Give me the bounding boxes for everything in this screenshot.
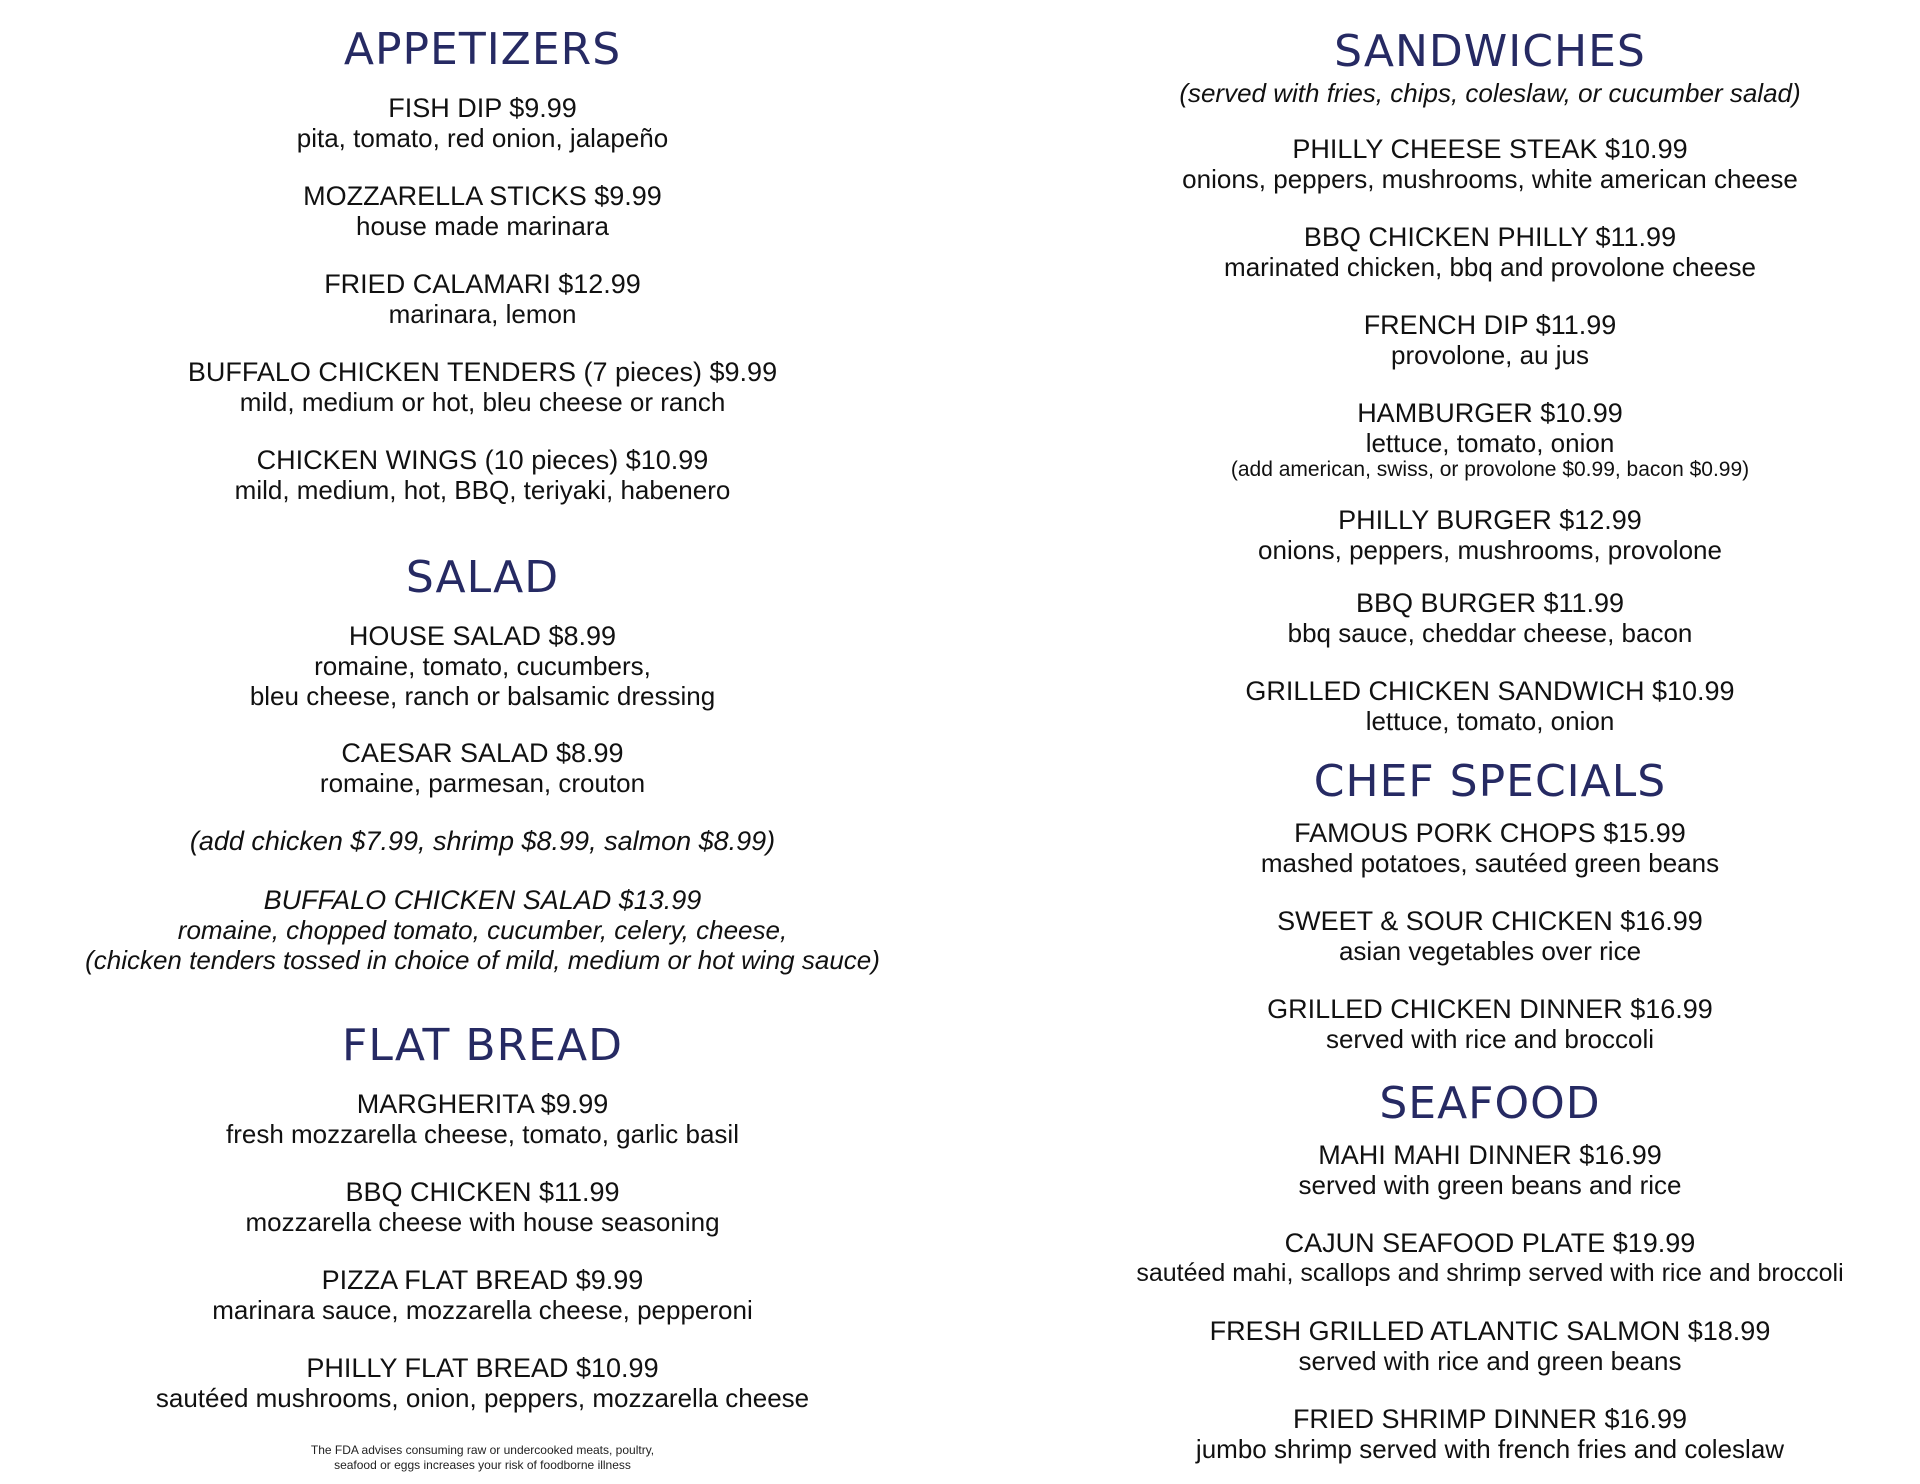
- chef-specials-title: CHEF SPECIALS: [1313, 756, 1667, 807]
- menu-item: [20, 445, 945, 505]
- menu-item: [1060, 134, 1920, 194]
- menu-item: [1060, 676, 1920, 736]
- menu-item: [1060, 398, 1920, 482]
- item-name: BUFFALO CHICKEN TENDERS (7 pieces) $9.99: [187, 357, 778, 387]
- menu-item: [1060, 505, 1920, 565]
- item-name: GRILLED CHICKEN DINNER $16.99: [1267, 994, 1713, 1024]
- salad-addon-note: (add chicken $7.99, shrimp $8.99, salmon $8.99): [189, 826, 776, 856]
- fda-line-1: The FDA advises consuming raw or undercooked meats, poultry,: [310, 1443, 655, 1457]
- menu-item: [20, 93, 945, 153]
- item-name: PHILLY FLAT BREAD $10.99: [306, 1353, 659, 1383]
- menu-item: [20, 738, 945, 798]
- right-column: [1060, 0, 1920, 1484]
- menu-item: [1060, 588, 1920, 648]
- item-description-line2: (chicken tenders tossed in choice of mild, medium or hot wing sauce): [85, 945, 880, 975]
- menu-item: [1060, 222, 1920, 282]
- item-name: PIZZA FLAT BREAD $9.99: [321, 1265, 644, 1295]
- item-name: PHILLY BURGER $12.99: [1338, 505, 1642, 535]
- item-name: FRENCH DIP $11.99: [1363, 310, 1617, 340]
- item-description: mild, medium, hot, BBQ, teriyaki, habenero: [234, 475, 731, 505]
- item-name: CAJUN SEAFOOD PLATE $19.99: [1284, 1228, 1696, 1258]
- menu-item: [20, 1353, 945, 1413]
- item-name: HOUSE SALAD $8.99: [348, 621, 617, 651]
- item-description: lettuce, tomato, onion: [1365, 428, 1615, 458]
- item-description: house made marinara: [356, 211, 609, 241]
- sandwiches-title: SANDWICHES: [1334, 26, 1646, 77]
- flatbread-title: FLAT BREAD: [342, 1020, 623, 1071]
- fda-advisory: [20, 1443, 945, 1473]
- item-description: romaine, tomato, cucumbers,: [314, 651, 651, 681]
- item-description: romaine, parmesan, crouton: [319, 768, 646, 798]
- item-name: MOZZARELLA STICKS $9.99: [303, 181, 662, 211]
- item-name: BBQ CHICKEN PHILLY $11.99: [1303, 222, 1677, 252]
- menu-item: [20, 1089, 945, 1149]
- appetizers-title: APPETIZERS: [343, 24, 622, 75]
- menu-item: [1060, 1316, 1920, 1376]
- menu-item: [20, 885, 945, 975]
- item-name: CHICKEN WINGS (10 pieces) $10.99: [256, 445, 709, 475]
- sandwiches-subtitle: (served with fries, chips, coleslaw, or cucumber salad): [1179, 78, 1801, 108]
- item-description-line2: bleu cheese, ranch or balsamic dressing: [249, 681, 716, 711]
- item-description: lettuce, tomato, onion: [1365, 706, 1615, 736]
- item-name: PHILLY CHEESE STEAK $10.99: [1292, 134, 1688, 164]
- item-name: MAHI MAHI DINNER $16.99: [1318, 1140, 1662, 1170]
- item-description: mashed potatoes, sautéed green beans: [1260, 848, 1720, 878]
- item-name: FISH DIP $9.99: [388, 93, 577, 123]
- item-name: BBQ CHICKEN $11.99: [345, 1177, 620, 1207]
- item-description: sautéed mahi, scallops and shrimp served with rice and broccoli: [1136, 1259, 1844, 1287]
- item-description: romaine, chopped tomato, cucumber, celery, cheese,: [177, 915, 788, 945]
- item-name: CAESAR SALAD $8.99: [341, 738, 624, 768]
- item-name: FRIED CALAMARI $12.99: [324, 269, 641, 299]
- menu-item: [20, 269, 945, 329]
- item-name: MARGHERITA $9.99: [356, 1089, 609, 1119]
- menu-item: [1060, 1404, 1920, 1464]
- item-name: FRESH GRILLED ATLANTIC SALMON $18.99: [1209, 1316, 1771, 1346]
- item-description: asian vegetables over rice: [1338, 936, 1642, 966]
- item-description: served with rice and green beans: [1298, 1346, 1682, 1376]
- item-name: BBQ BURGER $11.99: [1355, 588, 1625, 618]
- seafood-title: SEAFOOD: [1379, 1078, 1601, 1129]
- item-description: pita, tomato, red onion, jalapeño: [296, 123, 669, 153]
- item-description: marinara, lemon: [388, 299, 577, 329]
- left-column: [20, 0, 945, 1484]
- item-description: sautéed mushrooms, onion, peppers, mozzarella cheese: [155, 1383, 810, 1413]
- item-name: HAMBURGER $10.99: [1357, 398, 1623, 428]
- fda-line-2: seafood or eggs increases your risk of foodborne illness: [334, 1458, 631, 1472]
- item-description: jumbo shrimp served with french fries and coleslaw: [1195, 1434, 1785, 1464]
- item-name: FAMOUS PORK CHOPS $15.99: [1294, 818, 1686, 848]
- menu-item: [20, 1177, 945, 1237]
- item-name: SWEET & SOUR CHICKEN $16.99: [1277, 906, 1703, 936]
- item-name: BUFFALO CHICKEN SALAD $13.99: [263, 885, 702, 915]
- item-description: onions, peppers, mushrooms, provolone: [1258, 535, 1722, 565]
- menu-item: [1060, 1140, 1920, 1200]
- menu-item: [20, 181, 945, 241]
- item-description: provolone, au jus: [1390, 340, 1590, 370]
- menu-item: [20, 1265, 945, 1325]
- menu-item: [1060, 1228, 1920, 1288]
- item-name: FRIED SHRIMP DINNER $16.99: [1292, 1404, 1688, 1434]
- item-description: onions, peppers, mushrooms, white american cheese: [1182, 164, 1798, 194]
- menu-item: [1060, 818, 1920, 878]
- menu-item: [1060, 994, 1920, 1054]
- item-note: (add american, swiss, or provolone $0.99, bacon $0.99): [1230, 458, 1750, 481]
- item-description: marinara sauce, mozzarella cheese, pepperoni: [212, 1295, 753, 1325]
- salad-title: SALAD: [405, 552, 560, 603]
- item-description: fresh mozzarella cheese, tomato, garlic basil: [225, 1119, 739, 1149]
- menu-item: [20, 621, 945, 711]
- item-description: mild, medium or hot, bleu cheese or ranch: [239, 387, 726, 417]
- menu-item: [1060, 310, 1920, 370]
- item-description: marinated chicken, bbq and provolone cheese: [1224, 252, 1756, 282]
- item-description: served with rice and broccoli: [1325, 1024, 1655, 1054]
- item-description: served with green beans and rice: [1298, 1170, 1682, 1200]
- item-name: GRILLED CHICKEN SANDWICH $10.99: [1245, 676, 1735, 706]
- menu-item: [20, 357, 945, 417]
- menu-item: [1060, 906, 1920, 966]
- item-description: mozzarella cheese with house seasoning: [245, 1207, 720, 1237]
- item-description: bbq sauce, cheddar cheese, bacon: [1287, 618, 1693, 648]
